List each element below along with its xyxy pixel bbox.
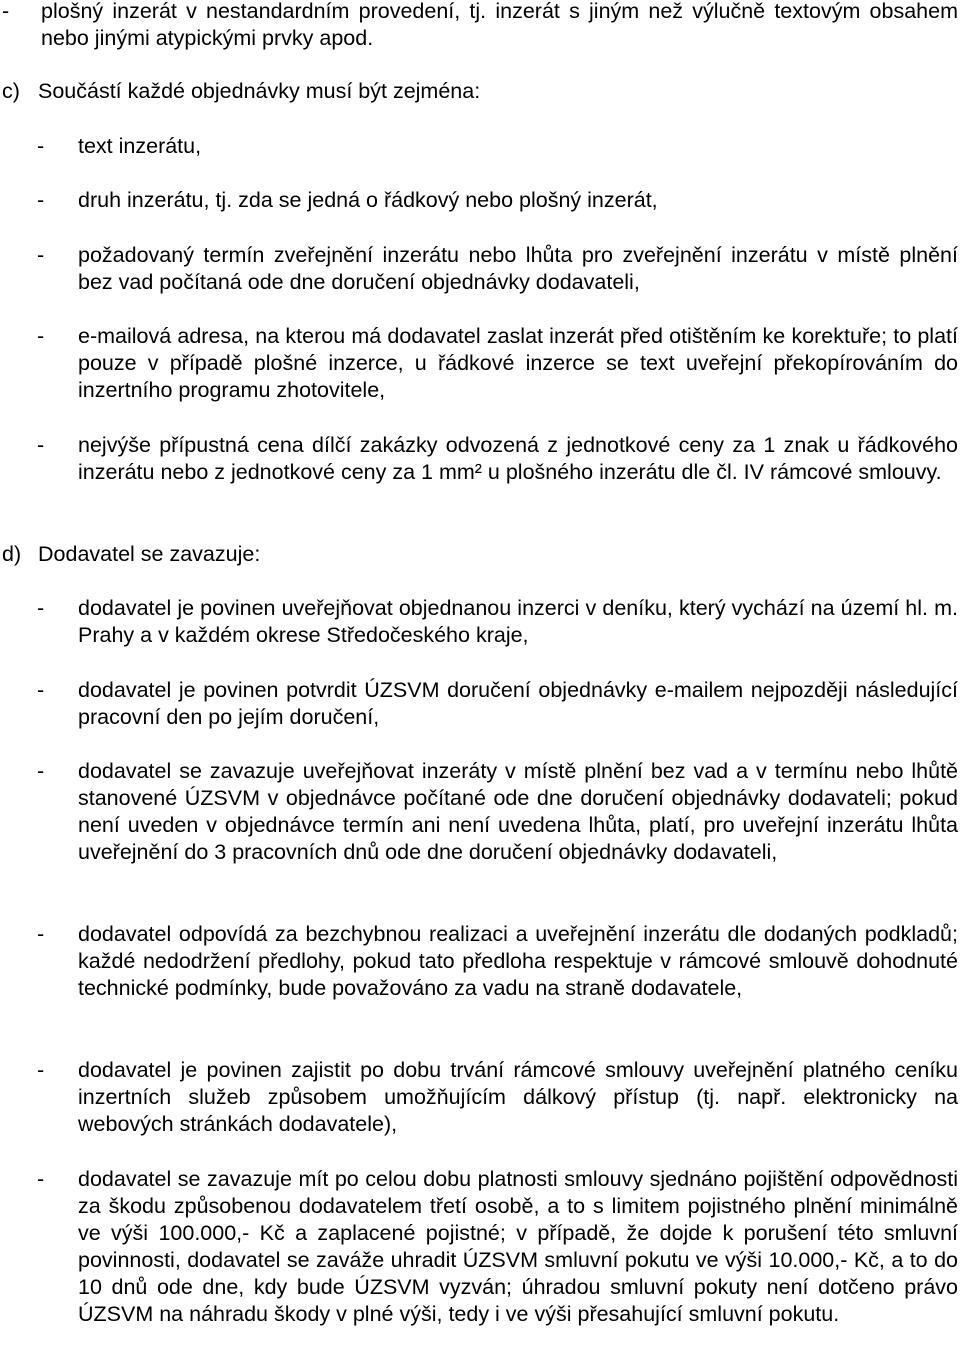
- list-item: [0, 133, 958, 160]
- list-dash: -: [37, 188, 45, 212]
- list-dash: -: [37, 678, 45, 702]
- list-dash: -: [37, 1058, 45, 1082]
- list-item-text: dodavatel je povinen zajistit po dobu trvání rámcové smlouvy uveřejnění platného ceníku inzertních služeb způsobem umožňujícím dálkový přístup (tj. např. elektronicky na webových stránkách dodavatele),: [78, 1058, 958, 1136]
- list-item: [0, 432, 958, 486]
- list-item: [0, 595, 958, 649]
- list-dash: -: [37, 596, 45, 620]
- list-item-text: text inzerátu,: [78, 134, 202, 158]
- list-dash: -: [37, 1167, 45, 1191]
- list-item-text: dodavatel odpovídá za bezchybnou realizaci a uveřejnění inzerátu dle dodaných podkladů; každé nedodržení předlohy, pokud tato předloha respektuje v rámcové smlouvě dohodnuté technické podmínky, bude považováno za vadu na straně dodavatele,: [78, 922, 958, 1000]
- list-item: [0, 242, 958, 296]
- list-dash: -: [37, 324, 45, 348]
- list-item-text: dodavatel se zavazuje mít po celou dobu platnosti smlouvy sjednáno pojištění odpovědnosti za škodu způsobenou dodavatelem třetí osobě, a to s limitem pojistného plnění minimálně ve výši 100.000,- Kč a zaplacené pojistné; v případě, že dojde k porušení této smluvní povinnosti, dodavatel se zaváže uhradit ÚZSVM smluvní pokutu ve výši 10.000,- Kč, a to do 10 dnů ode dne, kdy bude ÚZSVM vyzván; úhradou smluvní pokuty není dotčeno právo ÚZSVM na náhradu škody v plné výši, tedy i ve výši přesahující smluvní pokutu.: [78, 1167, 958, 1326]
- list-item-intro: [0, 0, 958, 52]
- list-item: [0, 323, 958, 404]
- section-d-heading: [2, 541, 952, 568]
- list-dash: -: [37, 759, 45, 783]
- list-item-text: dodavatel je povinen potvrdit ÚZSVM doručení objednávky e-mailem nejpozději následující pracovní den po jejím doručení,: [78, 678, 958, 729]
- section-letter: c): [2, 79, 20, 103]
- list-item-text: druh inzerátu, tj. zda se jedná o řádkový nebo plošný inzerát,: [78, 188, 658, 212]
- list-item-text: požadovaný termín zveřejnění inzerátu nebo lhůta pro zveřejnění inzerátu v místě plnění bez vad počítaná ode dne doručení objednávky dodavateli,: [78, 243, 958, 294]
- list-dash: -: [37, 134, 45, 158]
- list-dash: -: [37, 243, 45, 267]
- section-heading-text: Součástí každé objednávky musí být zejména:: [38, 79, 481, 103]
- list-item: [0, 1166, 958, 1328]
- list-item-text: nejvýše přípustná cena dílčí zakázky odvozená z jednotkové ceny za 1 znak u řádkového inzerátu nebo z jednotkové ceny za 1 mm² u plošného inzerátu dle čl. IV rámcové smlouvy.: [78, 433, 958, 484]
- list-item: [0, 677, 958, 731]
- list-item-text: dodavatel se zavazuje uveřejňovat inzeráty v místě plnění bez vad a v termínu nebo lhůtě stanovené ÚZSVM v objednávce počítané ode dne doručení objednávky dodavateli; pokud není uveden v objednávce termín ani není uvedena lhůta, platí, pro uveřejní inzerátu lhůta uveřejnění do 3 pracovních dnů ode dne doručení objednávky dodavateli,: [78, 759, 958, 864]
- list-item: [0, 921, 958, 1002]
- list-item-text: dodavatel je povinen uveřejňovat objednanou inzerci v deníku, který vychází na území hl. m. Prahy a v každém okrese Středočeského kraje,: [78, 596, 958, 647]
- list-item: [0, 1057, 958, 1138]
- list-item: [0, 758, 958, 866]
- list-dash: -: [37, 922, 45, 946]
- section-letter: d): [2, 542, 22, 566]
- list-item-text: e-mailová adresa, na kterou má dodavatel zaslat inzerát před otištěním ke korektuře; to platí pouze v případě plošné inzerce, u řádkové inzerce se text uveřejní překopírováním do inzertního programu zhotovitele,: [78, 324, 958, 402]
- list-dash: -: [37, 433, 45, 457]
- list-item-text: plošný inzerát v nestandardním provedení, tj. inzerát s jiným než výlučně textovým obsahem nebo jinými atypickými prvky apod.: [41, 0, 958, 50]
- list-item: [0, 187, 958, 214]
- list-dash: -: [2, 0, 10, 23]
- section-heading-text: Dodavatel se zavazuje:: [38, 542, 261, 566]
- section-c-heading: [2, 78, 952, 105]
